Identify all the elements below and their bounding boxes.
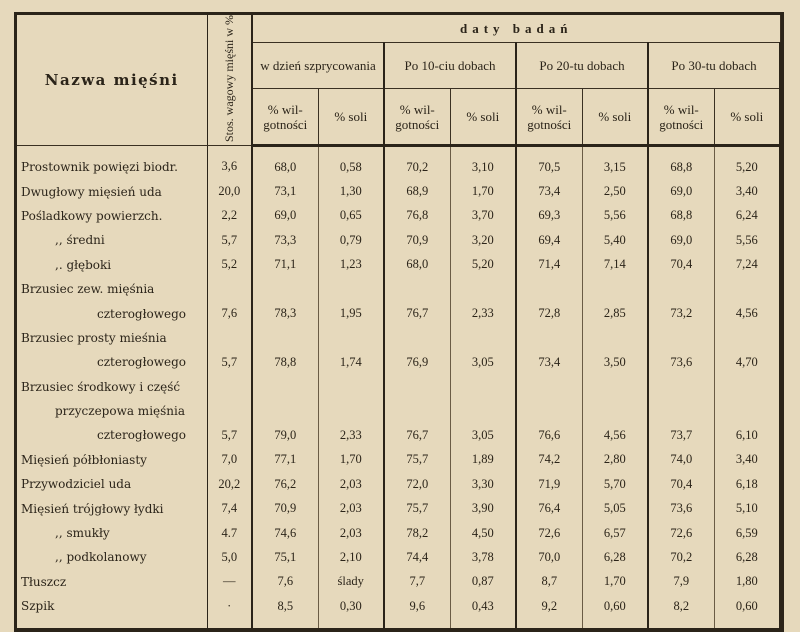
salt-cell: 0,58	[318, 146, 384, 180]
salt-cell	[582, 326, 648, 350]
moisture-cell: 72,6	[648, 521, 714, 545]
moisture-cell: 73,6	[648, 350, 714, 374]
table-row	[17, 301, 780, 325]
moisture-cell: 69,0	[252, 204, 318, 228]
table-row	[17, 179, 780, 203]
moisture-cell	[384, 399, 450, 423]
moisture-cell: 68,9	[384, 179, 450, 203]
moisture-cell: 78,8	[252, 350, 318, 374]
salt-cell: 2,03	[318, 521, 384, 545]
salt-cell	[714, 375, 780, 399]
group-header-day20: Po 20-tu dobach	[516, 42, 648, 89]
moisture-cell: 68,0	[252, 146, 318, 180]
moisture-subheader: % wil-gotności	[384, 89, 450, 146]
muscle-name: czterogłowego	[17, 423, 207, 447]
moisture-cell: 69,0	[648, 179, 714, 203]
salt-cell: 1,70	[318, 448, 384, 472]
moisture-cell: 73,6	[648, 496, 714, 520]
salt-cell: 2,03	[318, 472, 384, 496]
table-row	[17, 350, 780, 374]
moisture-cell: 69,4	[516, 228, 582, 252]
moisture-subheader: % wil-gotności	[252, 89, 318, 146]
salt-cell: 6,59	[714, 521, 780, 545]
salt-cell	[318, 375, 384, 399]
weight-ratio-cell: 4.7	[207, 521, 252, 545]
muscle-name: ,, podkolanowy	[17, 545, 207, 569]
salt-cell	[450, 399, 516, 423]
salt-cell: 3,50	[582, 350, 648, 374]
salt-cell: 2,10	[318, 545, 384, 569]
table-row	[17, 228, 780, 252]
salt-cell: 3,40	[714, 179, 780, 203]
moisture-cell: 75,7	[384, 496, 450, 520]
salt-cell: 3,30	[450, 472, 516, 496]
muscle-name: Brzusiec zew. mięśnia	[17, 277, 207, 301]
group-header-day0: w dzień szprycowania	[252, 42, 384, 89]
moisture-cell	[516, 399, 582, 423]
salt-cell: 2,85	[582, 301, 648, 325]
salt-cell	[318, 399, 384, 423]
moisture-cell: 74,6	[252, 521, 318, 545]
salt-cell: 7,14	[582, 253, 648, 277]
moisture-cell: 74,0	[648, 448, 714, 472]
moisture-cell: 78,2	[384, 521, 450, 545]
salt-cell: 3,15	[582, 146, 648, 180]
moisture-cell	[384, 326, 450, 350]
salt-cell: 6,28	[582, 545, 648, 569]
muscle-name: Tłuszcz	[17, 570, 207, 594]
salt-subheader: % soli	[450, 89, 516, 146]
moisture-cell: 76,8	[384, 204, 450, 228]
salt-cell: 5,20	[450, 253, 516, 277]
table-row	[17, 399, 780, 423]
moisture-cell	[252, 375, 318, 399]
table-row	[17, 570, 780, 594]
salt-cell: 0,60	[714, 594, 780, 628]
muscle-name: przyczepowa mięśnia	[17, 399, 207, 423]
moisture-cell	[252, 399, 318, 423]
salt-cell	[450, 375, 516, 399]
weight-ratio-cell	[207, 399, 252, 423]
salt-cell: 1,89	[450, 448, 516, 472]
muscle-name: Brzusiec środkowy i część	[17, 375, 207, 399]
salt-cell: 3,70	[450, 204, 516, 228]
weight-ratio-cell: 7,4	[207, 496, 252, 520]
weight-ratio-cell: 5,7	[207, 350, 252, 374]
salt-cell: 3,40	[714, 448, 780, 472]
table-row	[17, 448, 780, 472]
salt-cell	[450, 277, 516, 301]
salt-cell	[318, 277, 384, 301]
weight-ratio-cell: ·	[207, 594, 252, 628]
salt-cell: 3,10	[450, 146, 516, 180]
moisture-cell: 7,9	[648, 570, 714, 594]
salt-cell: 6,18	[714, 472, 780, 496]
table-row	[17, 277, 780, 301]
salt-cell: 2,33	[450, 301, 516, 325]
salt-cell: 0,65	[318, 204, 384, 228]
salt-cell: 4,56	[582, 423, 648, 447]
moisture-cell: 8,7	[516, 570, 582, 594]
moisture-cell: 78,3	[252, 301, 318, 325]
table-row	[17, 521, 780, 545]
moisture-cell: 76,6	[516, 423, 582, 447]
weight-ratio-cell: 5,0	[207, 545, 252, 569]
salt-cell: ślady	[318, 570, 384, 594]
salt-cell: 3,78	[450, 545, 516, 569]
salt-cell: 3,90	[450, 496, 516, 520]
table-row	[17, 146, 780, 180]
salt-cell	[714, 277, 780, 301]
salt-cell: 1,95	[318, 301, 384, 325]
table-row	[17, 253, 780, 277]
salt-cell: 5,05	[582, 496, 648, 520]
salt-cell: 6,24	[714, 204, 780, 228]
salt-cell: 1,74	[318, 350, 384, 374]
muscle-name: Mięsień trójgłowy łydki	[17, 496, 207, 520]
moisture-cell	[252, 277, 318, 301]
salt-cell: 5,56	[582, 204, 648, 228]
weight-ratio-cell: 20,0	[207, 179, 252, 203]
weight-ratio-cell	[207, 375, 252, 399]
salt-subheader: % soli	[582, 89, 648, 146]
weight-ratio-cell: 20,2	[207, 472, 252, 496]
moisture-cell: 8,2	[648, 594, 714, 628]
moisture-cell: 73,4	[516, 350, 582, 374]
salt-cell: 0,30	[318, 594, 384, 628]
moisture-cell	[516, 277, 582, 301]
moisture-cell: 76,4	[516, 496, 582, 520]
table-row	[17, 496, 780, 520]
muscle-name: Przywodziciel uda	[17, 472, 207, 496]
salt-cell	[582, 399, 648, 423]
moisture-cell: 79,0	[252, 423, 318, 447]
salt-cell	[582, 277, 648, 301]
moisture-cell: 71,1	[252, 253, 318, 277]
salt-subheader: % soli	[714, 89, 780, 146]
moisture-cell	[252, 326, 318, 350]
salt-cell: 5,40	[582, 228, 648, 252]
table-row	[17, 423, 780, 447]
moisture-cell: 73,1	[252, 179, 318, 203]
salt-cell: 3,05	[450, 423, 516, 447]
moisture-cell: 68,8	[648, 204, 714, 228]
table-row	[17, 545, 780, 569]
moisture-cell: 70,2	[648, 545, 714, 569]
muscle-name: czterogłowego	[17, 301, 207, 325]
salt-cell: 2,50	[582, 179, 648, 203]
muscle-name: ,, średni	[17, 228, 207, 252]
salt-cell: 6,10	[714, 423, 780, 447]
moisture-cell: 72,6	[516, 521, 582, 545]
moisture-cell: 75,1	[252, 545, 318, 569]
salt-cell	[318, 326, 384, 350]
moisture-cell: 73,2	[648, 301, 714, 325]
moisture-cell: 73,3	[252, 228, 318, 252]
muscle-name: Mięsień półbłoniasty	[17, 448, 207, 472]
muscle-name: Prostownik powięzi biodr.	[17, 146, 207, 180]
moisture-cell: 68,8	[648, 146, 714, 180]
moisture-cell: 72,8	[516, 301, 582, 325]
moisture-cell	[648, 399, 714, 423]
salt-cell	[450, 326, 516, 350]
salt-cell: 5,56	[714, 228, 780, 252]
salt-cell: 6,57	[582, 521, 648, 545]
salt-cell: 4,56	[714, 301, 780, 325]
muscle-name: Dwugłowy mięsień uda	[17, 179, 207, 203]
group-header-day10: Po 10-ciu dobach	[384, 42, 516, 89]
weight-ratio-cell	[207, 326, 252, 350]
weight-ratio-column-header: Stos. wagowy mięśni w %	[207, 15, 252, 146]
table-row	[17, 472, 780, 496]
muscle-name: Brzusiec prosty mieśnia	[17, 326, 207, 350]
weight-ratio-cell: 2,2	[207, 204, 252, 228]
salt-cell: 2,33	[318, 423, 384, 447]
salt-cell: 1,70	[450, 179, 516, 203]
muscle-data-table	[14, 12, 784, 632]
salt-cell: 0,60	[582, 594, 648, 628]
moisture-cell	[648, 277, 714, 301]
moisture-cell: 73,7	[648, 423, 714, 447]
moisture-cell: 76,7	[384, 423, 450, 447]
muscle-name: czterogłowego	[17, 350, 207, 374]
weight-ratio-cell: 7,0	[207, 448, 252, 472]
weight-ratio-cell: —	[207, 570, 252, 594]
moisture-cell: 70,9	[384, 228, 450, 252]
moisture-cell: 71,4	[516, 253, 582, 277]
salt-cell: 3,05	[450, 350, 516, 374]
salt-cell: 1,70	[582, 570, 648, 594]
moisture-cell: 7,7	[384, 570, 450, 594]
moisture-cell: 76,9	[384, 350, 450, 374]
salt-cell: 1,30	[318, 179, 384, 203]
moisture-cell: 76,2	[252, 472, 318, 496]
moisture-cell: 70,4	[648, 253, 714, 277]
salt-cell: 1,23	[318, 253, 384, 277]
table-row	[17, 375, 780, 399]
moisture-cell	[648, 326, 714, 350]
table-row	[17, 204, 780, 228]
salt-cell	[582, 375, 648, 399]
group-header-day30: Po 30-tu dobach	[648, 42, 780, 89]
weight-ratio-cell	[207, 277, 252, 301]
salt-cell: 5,70	[582, 472, 648, 496]
salt-cell: 5,10	[714, 496, 780, 520]
moisture-cell: 68,0	[384, 253, 450, 277]
salt-cell: 5,20	[714, 146, 780, 180]
name-column-header: Nazwa mięśni	[17, 15, 207, 146]
moisture-cell: 70,0	[516, 545, 582, 569]
moisture-cell: 70,9	[252, 496, 318, 520]
weight-ratio-cell: 3,6	[207, 146, 252, 180]
muscle-name: ,. głęboki	[17, 253, 207, 277]
muscle-name: Pośladkowy powierzch.	[17, 204, 207, 228]
moisture-cell: 9,2	[516, 594, 582, 628]
moisture-cell	[516, 375, 582, 399]
moisture-cell: 9,6	[384, 594, 450, 628]
moisture-cell: 74,2	[516, 448, 582, 472]
moisture-subheader: % wil-gotności	[516, 89, 582, 146]
weight-ratio-cell: 5,7	[207, 423, 252, 447]
weight-ratio-cell: 5,7	[207, 228, 252, 252]
salt-cell: 1,80	[714, 570, 780, 594]
moisture-cell: 8,5	[252, 594, 318, 628]
moisture-cell: 75,7	[384, 448, 450, 472]
moisture-cell	[384, 277, 450, 301]
moisture-cell	[648, 375, 714, 399]
moisture-cell: 70,4	[648, 472, 714, 496]
moisture-cell: 7,6	[252, 570, 318, 594]
muscle-name: Szpik	[17, 594, 207, 628]
salt-cell: 4,50	[450, 521, 516, 545]
moisture-cell: 69,3	[516, 204, 582, 228]
salt-cell: 2,03	[318, 496, 384, 520]
moisture-cell: 74,4	[384, 545, 450, 569]
salt-cell	[714, 326, 780, 350]
moisture-cell: 70,5	[516, 146, 582, 180]
salt-cell: 7,24	[714, 253, 780, 277]
moisture-cell: 72,0	[384, 472, 450, 496]
salt-cell: 0,79	[318, 228, 384, 252]
salt-cell: 3,20	[450, 228, 516, 252]
weight-ratio-cell: 7,6	[207, 301, 252, 325]
salt-subheader: % soli	[318, 89, 384, 146]
moisture-subheader: % wil-gotności	[648, 89, 714, 146]
weight-ratio-cell: 5,2	[207, 253, 252, 277]
moisture-cell: 73,4	[516, 179, 582, 203]
muscle-name: ,, smukły	[17, 521, 207, 545]
moisture-cell	[384, 375, 450, 399]
moisture-cell: 70,2	[384, 146, 450, 180]
salt-cell: 0,43	[450, 594, 516, 628]
table-row	[17, 594, 780, 628]
table-row	[17, 326, 780, 350]
moisture-cell: 76,7	[384, 301, 450, 325]
moisture-cell: 69,0	[648, 228, 714, 252]
salt-cell	[714, 399, 780, 423]
salt-cell: 2,80	[582, 448, 648, 472]
salt-cell: 0,87	[450, 570, 516, 594]
salt-cell: 4,70	[714, 350, 780, 374]
test-dates-header: daty badań	[252, 15, 780, 42]
moisture-cell: 77,1	[252, 448, 318, 472]
moisture-cell	[516, 326, 582, 350]
moisture-cell: 71,9	[516, 472, 582, 496]
salt-cell: 6,28	[714, 545, 780, 569]
